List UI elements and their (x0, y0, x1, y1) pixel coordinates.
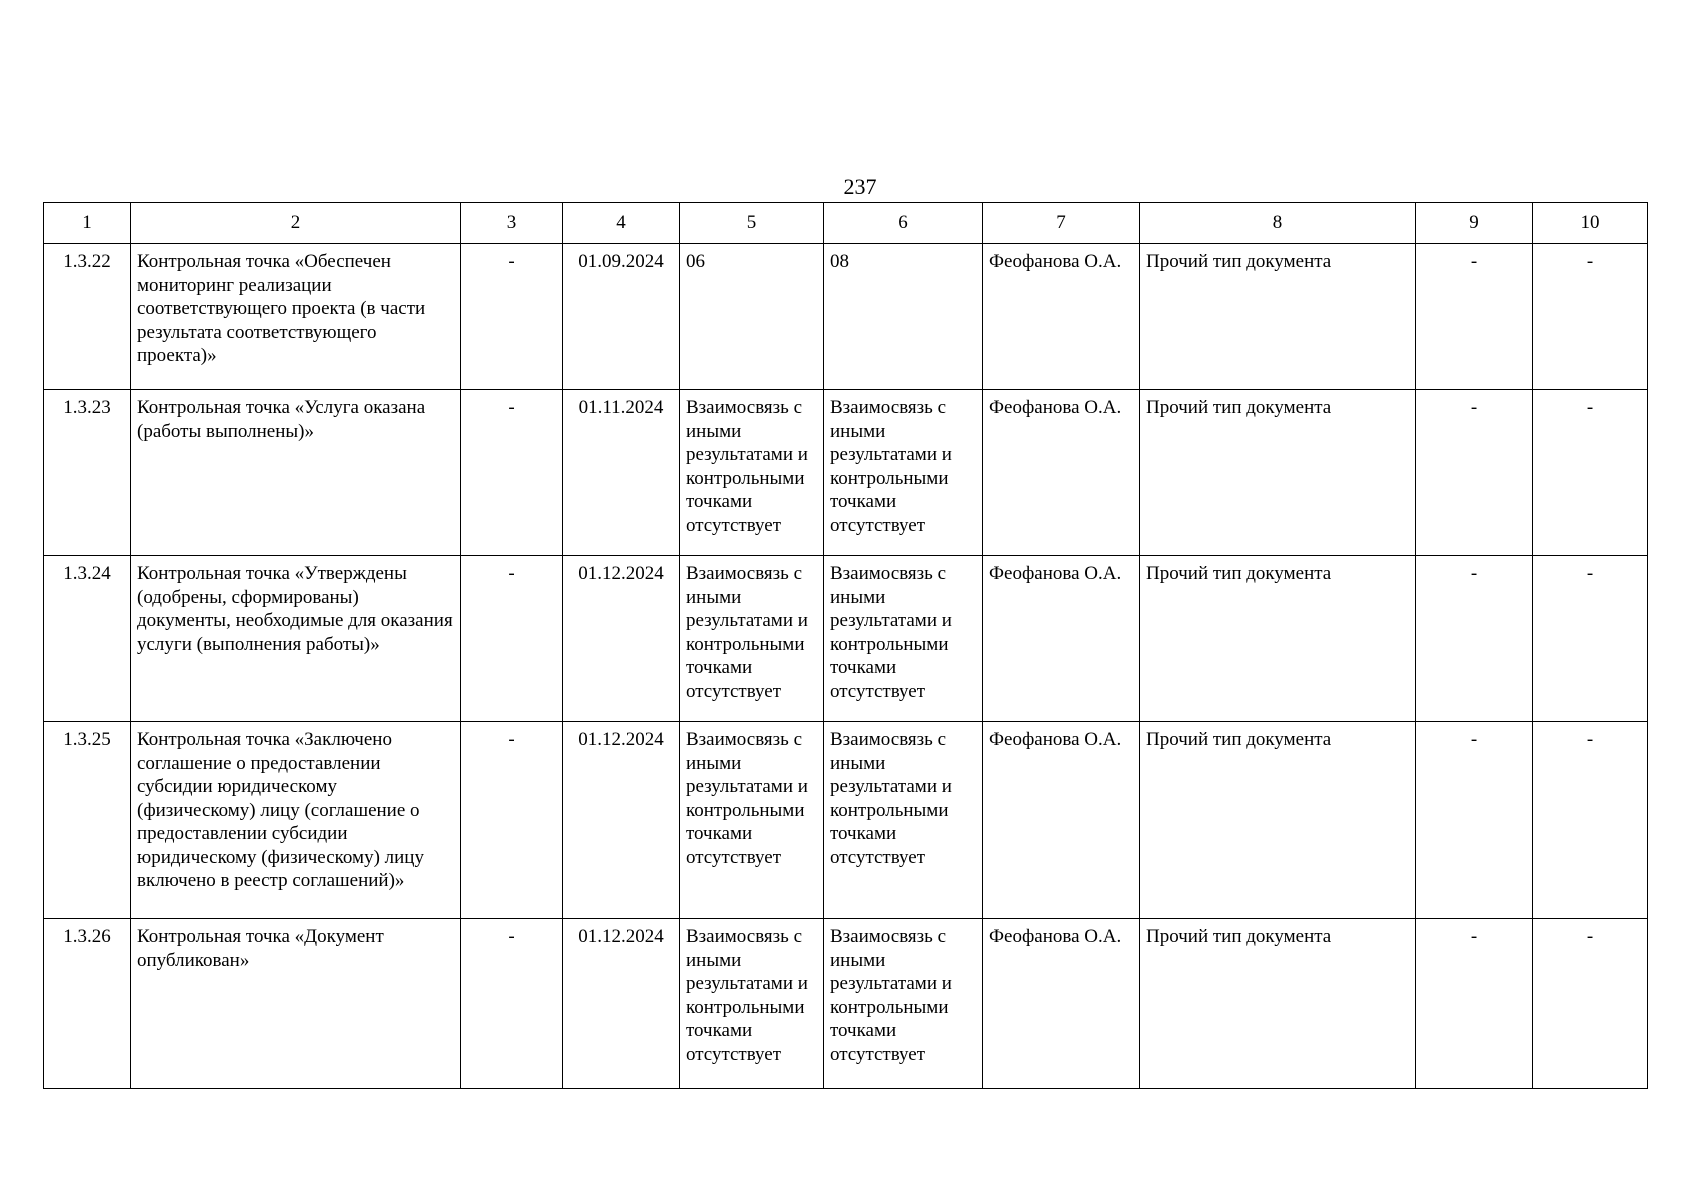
column-header: 5 (680, 203, 824, 244)
document-type: Прочий тип документа (1140, 390, 1416, 556)
document-type: Прочий тип документа (1140, 244, 1416, 390)
row-number: 1.3.23 (44, 390, 131, 556)
column-10-value: - (1533, 390, 1648, 556)
column-header: 1 (44, 203, 131, 244)
row-number: 1.3.22 (44, 244, 131, 390)
column-10-value: - (1533, 244, 1648, 390)
column-9-value: - (1416, 390, 1533, 556)
control-point-name: Контрольная точка «Заключено соглашение о предоставлении субсидии юридическому (физическому) лицу (соглашение о предоставлении субсидии юридическому (физическому) лицу включено в реестр соглашений)» (131, 722, 461, 919)
column-header: 6 (824, 203, 983, 244)
column-10-value: - (1533, 722, 1648, 919)
table-row (44, 919, 1648, 1089)
date-cell: 01.09.2024 (563, 244, 680, 390)
column-5-value: Взаимосвязь с иными результатами и контрольными точками отсутствует (680, 390, 824, 556)
control-point-name: Контрольная точка «Утверждены (одобрены, сформированы) документы, необходимые для оказания услуги (выполнения работы)» (131, 556, 461, 722)
column-header: 2 (131, 203, 461, 244)
column-5-value: 06 (680, 244, 824, 390)
responsible-person: Феофанова О.А. (983, 244, 1140, 390)
column-3-value: - (461, 722, 563, 919)
column-9-value: - (1416, 244, 1533, 390)
column-header: 7 (983, 203, 1140, 244)
column-3-value: - (461, 390, 563, 556)
column-10-value: - (1533, 919, 1648, 1089)
column-6-value: Взаимосвязь с иными результатами и контрольными точками отсутствует (824, 919, 983, 1089)
column-9-value: - (1416, 919, 1533, 1089)
page-number: 237 (843, 174, 877, 199)
row-number: 1.3.26 (44, 919, 131, 1089)
responsible-person: Феофанова О.А. (983, 722, 1140, 919)
control-point-name: Контрольная точка «Услуга оказана (работы выполнены)» (131, 390, 461, 556)
document-type: Прочий тип документа (1140, 722, 1416, 919)
column-6-value: Взаимосвязь с иными результатами и контрольными точками отсутствует (824, 722, 983, 919)
column-6-value: 08 (824, 244, 983, 390)
table-row (44, 722, 1648, 919)
column-3-value: - (461, 919, 563, 1089)
responsible-person: Феофанова О.А. (983, 919, 1140, 1089)
document-type: Прочий тип документа (1140, 919, 1416, 1089)
date-cell: 01.12.2024 (563, 722, 680, 919)
column-6-value: Взаимосвязь с иными результатами и контрольными точками отсутствует (824, 556, 983, 722)
control-point-name: Контрольная точка «Обеспечен мониторинг реализации соответствующего проекта (в части результата соответствующего проекта)» (131, 244, 461, 390)
date-cell: 01.11.2024 (563, 390, 680, 556)
column-3-value: - (461, 556, 563, 722)
column-9-value: - (1416, 556, 1533, 722)
table-row (44, 244, 1648, 390)
date-cell: 01.12.2024 (563, 556, 680, 722)
column-5-value: Взаимосвязь с иными результатами и контрольными точками отсутствует (680, 556, 824, 722)
column-header: 10 (1533, 203, 1648, 244)
column-5-value: Взаимосвязь с иными результатами и контрольными точками отсутствует (680, 919, 824, 1089)
column-header: 8 (1140, 203, 1416, 244)
table-header-row (44, 203, 1648, 244)
row-number: 1.3.25 (44, 722, 131, 919)
column-3-value: - (461, 244, 563, 390)
control-point-name: Контрольная точка «Документ опубликован» (131, 919, 461, 1089)
control-points-table (43, 202, 1648, 1089)
responsible-person: Феофанова О.А. (983, 556, 1140, 722)
column-10-value: - (1533, 556, 1648, 722)
table-row (44, 390, 1648, 556)
document-type: Прочий тип документа (1140, 556, 1416, 722)
row-number: 1.3.24 (44, 556, 131, 722)
column-6-value: Взаимосвязь с иными результатами и контрольными точками отсутствует (824, 390, 983, 556)
column-header: 4 (563, 203, 680, 244)
responsible-person: Феофанова О.А. (983, 390, 1140, 556)
column-header: 9 (1416, 203, 1533, 244)
date-cell: 01.12.2024 (563, 919, 680, 1089)
column-5-value: Взаимосвязь с иными результатами и контрольными точками отсутствует (680, 722, 824, 919)
column-header: 3 (461, 203, 563, 244)
column-9-value: - (1416, 722, 1533, 919)
table-row (44, 556, 1648, 722)
